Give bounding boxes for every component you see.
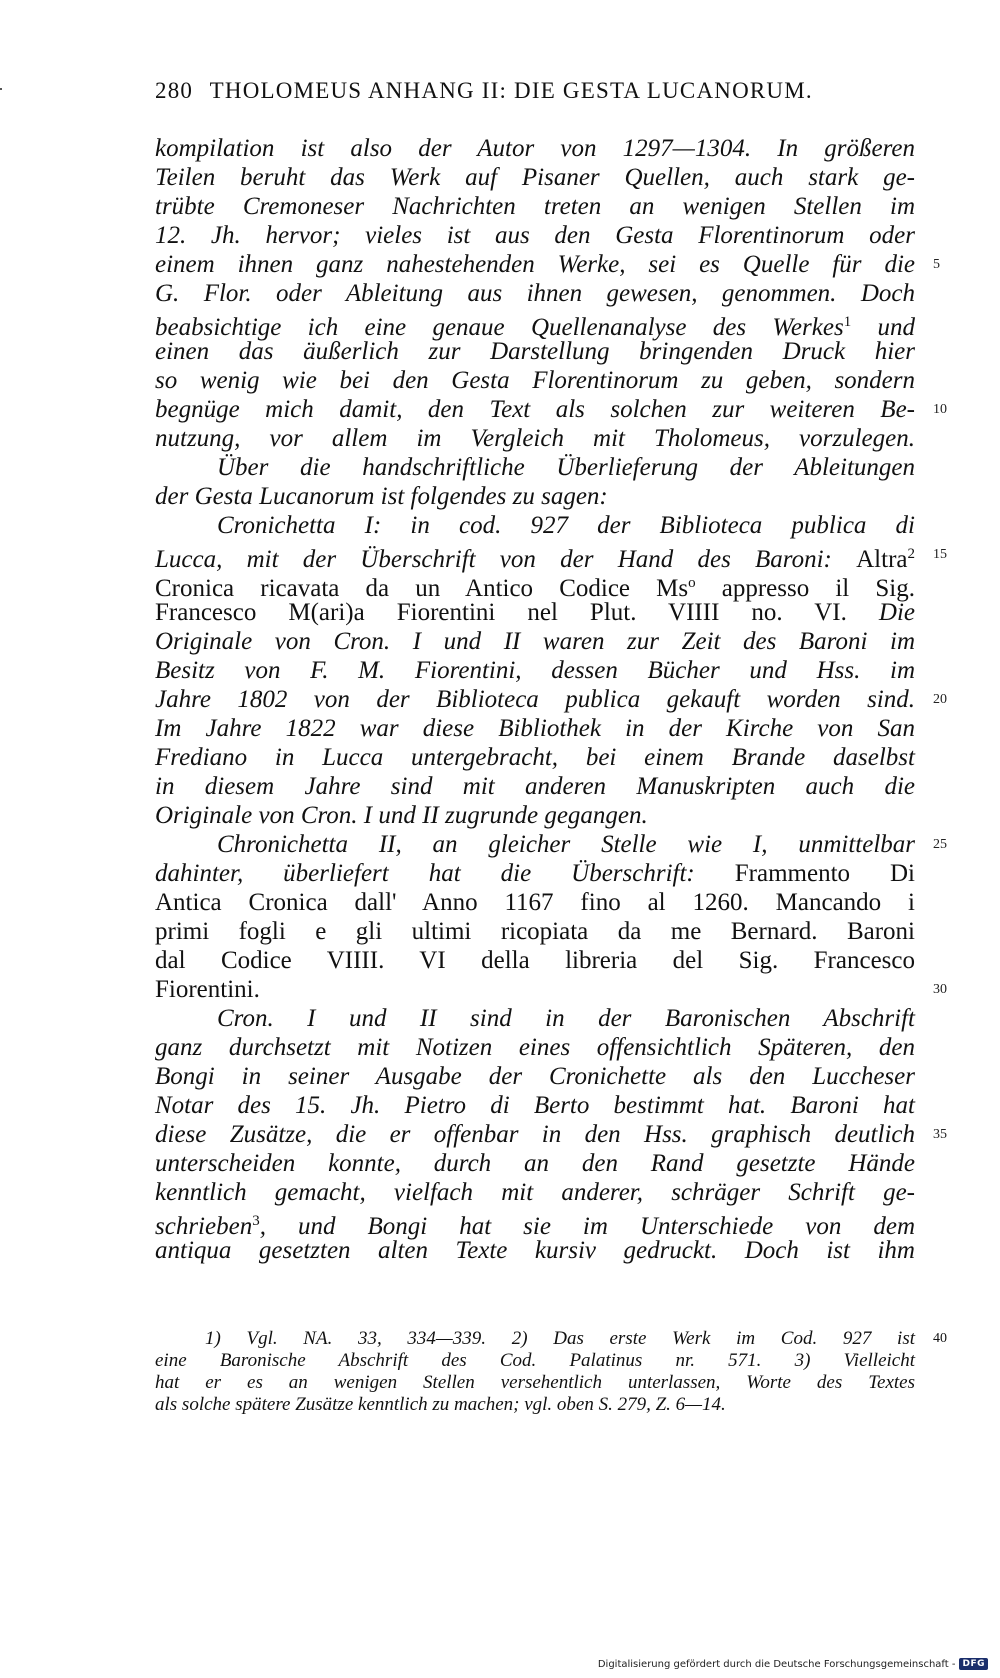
text-line — [155, 134, 915, 163]
text-line — [155, 1062, 915, 1091]
footnote-line — [155, 1328, 947, 1350]
scan-edge-mark — [0, 88, 2, 90]
text-line — [155, 395, 947, 424]
digitization-footer — [598, 1658, 988, 1670]
footnote-line — [155, 1372, 915, 1394]
text-line — [155, 627, 915, 656]
text-line — [155, 511, 915, 540]
text-segment: 12. Jh. hervor; vieles ist aus den Gesta Florentinorum oder — [155, 222, 915, 249]
text-segment: unterscheiden konnte, durch an den Rand gesetzte Hände — [155, 1150, 915, 1177]
running-title: THOLOMEUS ANHANG II: DIE GESTA LUCANORUM. — [209, 78, 813, 103]
text-segment: Originale von Cron. I und II zugrunde gegangen. — [155, 802, 648, 829]
text-line — [155, 1236, 915, 1265]
text-segment: nutzung, vor allem im Vergleich mit Tholomeus, vorzulegen. — [155, 425, 915, 452]
text-segment: Frediano in Lucca untergebracht, bei einem Brande daselbst — [155, 744, 915, 771]
text-segment: kenntlich gemacht, vielfach mit anderer, schräger Schrift ge- — [155, 1179, 915, 1206]
text-line — [155, 308, 915, 341]
text-segment: Jahre 1802 von der Biblioteca publica gekauft worden sind. — [155, 686, 915, 713]
footnote-text: hat er es an wenigen Stellen versehentlich unterlassen, Worte des Textes — [155, 1372, 915, 1393]
text-segment: beabsichtige ich eine genaue Quellenanalyse des Werkes — [155, 314, 844, 341]
text-segment: dal Codice VIIII. VI della libreria del Sig. Francesco — [155, 947, 915, 974]
text-line — [155, 743, 915, 772]
text-segment: begnüge mich damit, den Text als solchen zur weiteren Be- — [155, 396, 915, 423]
text-segment: Lucca, mit der Überschrift von der Hand des Baroni: — [155, 546, 857, 573]
text-segment: ganz durchsetzt mit Notizen eines offensichtlich Späteren, den — [155, 1034, 915, 1061]
line-number: 20 — [933, 692, 947, 707]
text-segment: trübte Cremoneser Nachrichten treten an wenigen Stellen im — [155, 193, 915, 220]
running-header — [155, 78, 915, 104]
text-line — [155, 1004, 915, 1033]
text-segment: kompilation ist also der Autor von 1297—1304. In größeren — [155, 135, 915, 162]
text-segment: Bongi in seiner Ausgabe der Cronichette als den Luccheser — [155, 1063, 915, 1090]
footnote-line — [155, 1350, 915, 1372]
text-line — [155, 1149, 915, 1178]
text-line — [155, 192, 915, 221]
text-segment: und — [851, 314, 915, 341]
line-number: 15 — [933, 547, 947, 562]
text-line — [155, 772, 915, 801]
text-segment: Über die handschriftliche Überlieferung der Ableitungen — [217, 454, 915, 481]
text-segment: einem ihnen ganz nahestehenden Werke, sei es Quelle für die — [155, 251, 915, 278]
text-segment: Antica Cronica dall' Anno 1167 fino al 1260. Mancando i — [155, 889, 915, 916]
text-line — [155, 685, 947, 714]
text-line — [155, 1033, 915, 1062]
footnote-text: eine Baronische Abschrift des Cod. Palatinus nr. 571. 3) Vielleicht — [155, 1350, 915, 1371]
text-segment: primi fogli e gli ultimi ricopiata da me Bernard. Baroni — [155, 918, 915, 945]
text-segment: Besitz von F. M. Fiorentini, dessen Bücher und Hss. im — [155, 657, 915, 684]
text-segment: so wenig wie bei den Gesta Florentinorum zu geben, sondern — [155, 367, 915, 394]
text-segment: der Gesta Lucanorum ist folgendes zu sagen: — [155, 483, 608, 510]
text-line — [155, 424, 915, 453]
text-segment: antiqua gesetzten alten Texte kursiv gedruckt. Doch ist ihm — [155, 1237, 915, 1264]
text-segment: , und Bongi hat sie im Unterschiede von dem — [259, 1213, 915, 1240]
text-line — [155, 221, 915, 250]
text-line — [155, 859, 915, 888]
text-line — [155, 975, 947, 1004]
text-line — [155, 714, 915, 743]
text-segment: dahinter, überliefert hat die Überschrift: — [155, 860, 735, 887]
footer-text: Digitalisierung gefördert durch die Deutsche Forschungsgemeinschaft - — [597, 1658, 956, 1670]
footnotes — [155, 1328, 947, 1416]
footnote-marker: 1 — [843, 314, 852, 330]
text-segment: Frammento Di — [734, 860, 915, 887]
text-line — [155, 1207, 915, 1240]
line-number: 35 — [933, 1127, 947, 1142]
text-segment: diese Zusätze, die er offenbar in den Hss. graphisch deutlich — [155, 1121, 915, 1148]
text-line — [155, 1120, 947, 1149]
footnote-text: 1) Vgl. NA. 33, 334—339. 2) Das erste Werk im Cod. 927 ist — [205, 1328, 915, 1349]
text-line — [155, 801, 915, 830]
text-line — [155, 1178, 915, 1207]
line-number: 5 — [933, 257, 940, 272]
text-segment: Cronichetta I: in cod. 927 der Biblioteca publica di — [217, 512, 915, 539]
text-line — [155, 917, 915, 946]
text-segment: Cron. I und II sind in der Baronischen Abschrift — [217, 1005, 915, 1032]
footnote-marker: 2 — [907, 546, 915, 562]
text-segment: Originale von Cron. I und II waren zur Zeit des Baroni im — [155, 628, 915, 655]
text-segment: Teilen beruht das Werk auf Pisaner Quellen, auch stark ge- — [155, 164, 915, 191]
text-line — [155, 279, 915, 308]
line-number: 25 — [933, 837, 947, 852]
text-segment: appresso il Sig. — [695, 575, 915, 602]
line-number: 30 — [933, 982, 947, 997]
text-line — [155, 366, 915, 395]
dfg-logo: DFG — [959, 1658, 988, 1670]
footnote-text: als solche spätere Zusätze kenntlich zu machen; vgl. oben S. 279, Z. 6—14. — [155, 1394, 726, 1415]
text-line — [155, 337, 915, 366]
text-line — [155, 569, 915, 602]
text-line — [155, 1091, 915, 1120]
text-line — [155, 163, 915, 192]
footnote-marker: 3 — [252, 1213, 260, 1229]
main-text — [155, 134, 947, 1265]
text-line — [155, 598, 915, 627]
text-segment: Notar des 15. Jh. Pietro di Berto bestimmt hat. Baroni hat — [155, 1092, 915, 1119]
text-line — [155, 540, 947, 573]
text-segment: Die — [878, 599, 915, 626]
text-segment: schrieben — [155, 1213, 253, 1240]
text-line — [155, 453, 915, 482]
text-segment: Cronica ricavata da un Antico Codice Ms — [155, 575, 689, 602]
line-number: 10 — [933, 402, 947, 417]
text-segment: Altra — [856, 546, 908, 573]
text-segment: Chronichetta II, an gleicher Stelle wie I, unmittelbar — [217, 831, 915, 858]
text-segment: Francesco M(ari)a Fiorentini nel Plut. VIIII no. VI. — [155, 599, 879, 626]
text-segment: einen das äußerlich zur Darstellung bringenden Druck hier — [155, 338, 915, 365]
text-segment: G. Flor. oder Ableitung aus ihnen gewesen, genommen. Doch — [155, 280, 915, 307]
footnote-line — [155, 1394, 915, 1416]
text-segment: Fiorentini. — [155, 976, 260, 1003]
text-line — [155, 830, 947, 859]
text-line — [155, 946, 915, 975]
footnote-marker: o — [688, 575, 696, 591]
text-segment: Im Jahre 1822 war diese Bibliothek in der Kirche von San — [155, 715, 915, 742]
line-number: 40 — [933, 1331, 947, 1346]
text-line — [155, 888, 915, 917]
page-number: 280 — [155, 78, 194, 103]
text-line — [155, 482, 915, 511]
text-segment: in diesem Jahre sind mit anderen Manuskripten auch die — [155, 773, 915, 800]
text-line — [155, 656, 915, 685]
text-line — [155, 250, 940, 279]
